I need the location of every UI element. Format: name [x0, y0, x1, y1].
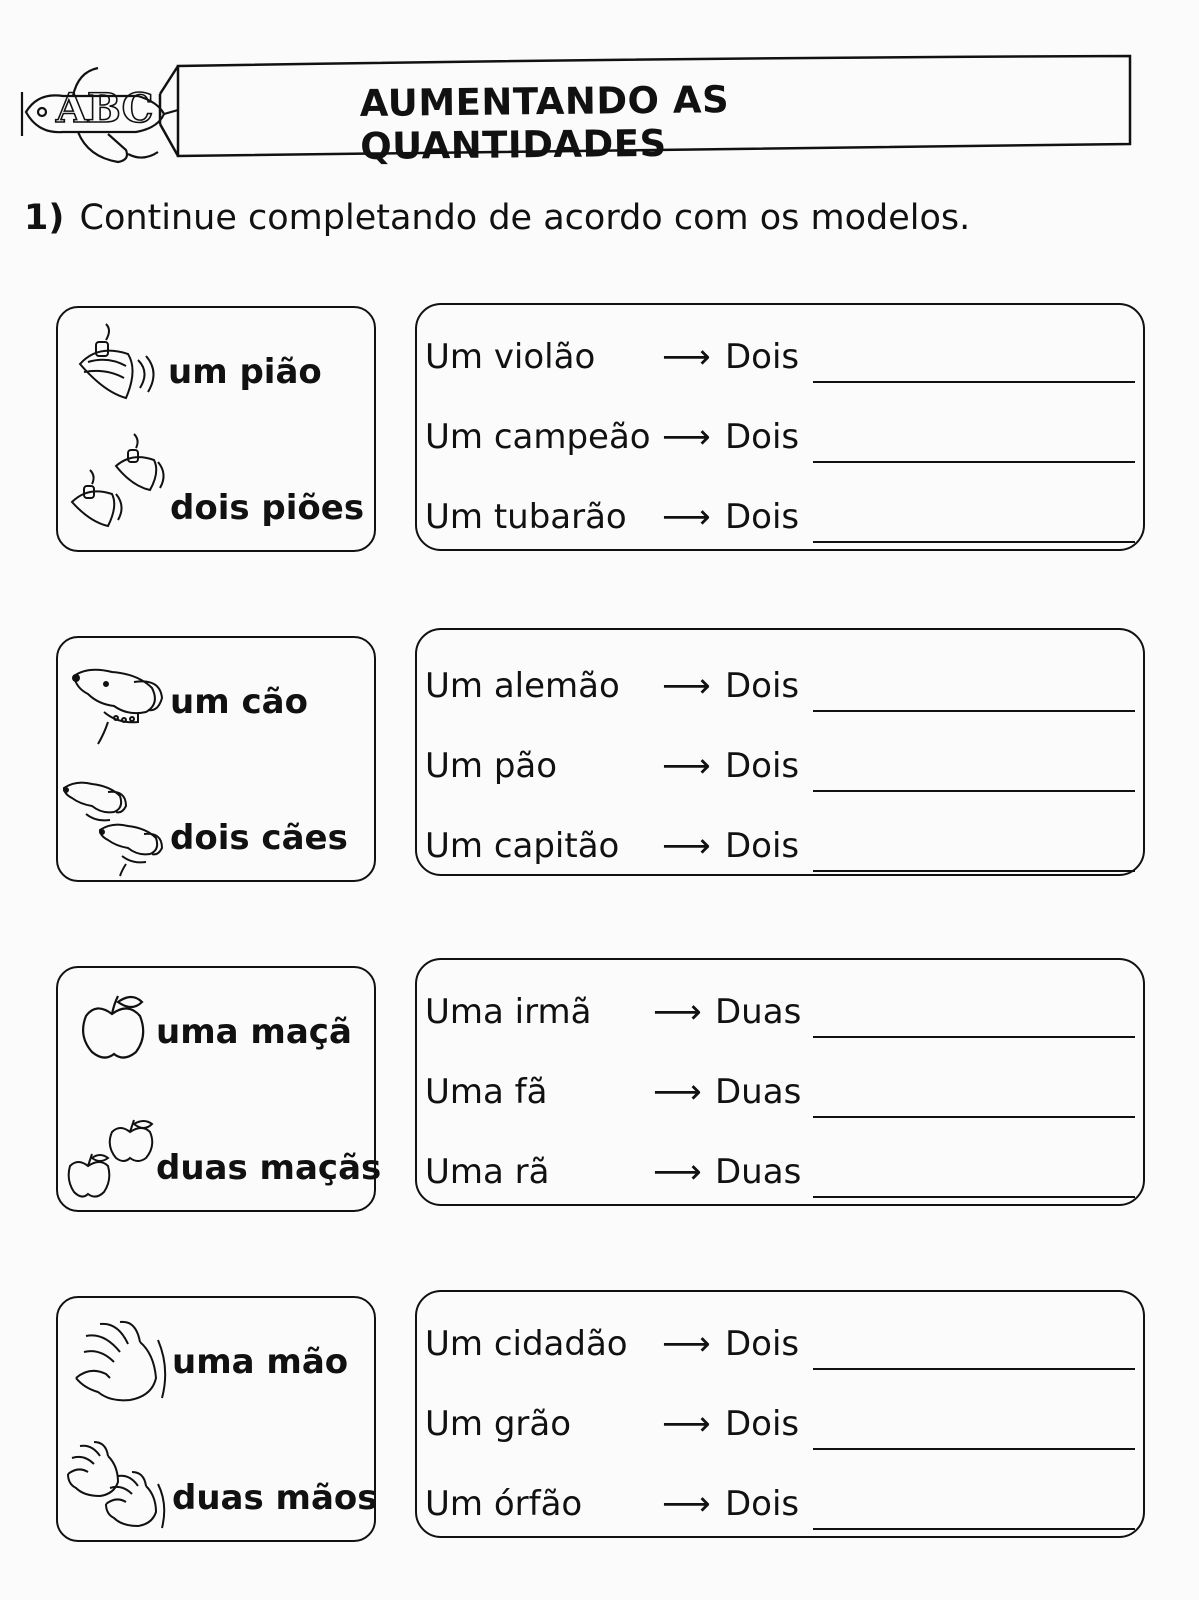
answer-blank[interactable]: [813, 381, 1135, 383]
model-box-maca: [56, 966, 382, 1212]
target-word: Dois: [725, 826, 800, 866]
answer-blank[interactable]: [813, 1448, 1135, 1450]
exercise-row: [417, 1072, 1143, 1132]
target-word: Dois: [725, 666, 800, 706]
source-word: Um cidadão: [425, 1324, 628, 1364]
model-box-piao: [56, 306, 376, 552]
dog-icon: [68, 664, 168, 746]
target-word: Duas: [715, 1152, 802, 1192]
answer-blank[interactable]: [813, 1036, 1135, 1038]
exercise-box-4: [415, 1290, 1145, 1538]
exercise-row: [417, 826, 1143, 886]
exercise-row: [417, 497, 1143, 557]
source-word: Uma irmã: [425, 992, 592, 1032]
answer-blank[interactable]: [813, 870, 1135, 872]
arrow-icon: ⟶: [662, 497, 711, 537]
exercise-box-1: [415, 303, 1145, 551]
answer-blank[interactable]: [813, 1368, 1135, 1370]
hand-icon: [70, 1318, 170, 1408]
arrow-icon: ⟶: [662, 337, 711, 377]
model-plural: dois cães: [170, 818, 348, 858]
exercise-box-3: [415, 958, 1145, 1206]
exercise-row: [417, 1324, 1143, 1384]
model-singular: um pião: [168, 352, 322, 392]
answer-blank[interactable]: [813, 710, 1135, 712]
spinning-tops-icon: [66, 432, 174, 540]
source-word: Um pão: [425, 746, 558, 786]
model-plural: duas maçãs: [156, 1148, 382, 1188]
target-word: Duas: [715, 1072, 802, 1112]
target-word: Dois: [725, 497, 800, 537]
arrow-icon: ⟶: [653, 992, 702, 1032]
model-singular: uma maçã: [156, 1012, 352, 1052]
arrow-icon: ⟶: [662, 417, 711, 457]
source-word: Um tubarão: [425, 497, 627, 537]
source-word: Um capitão: [425, 826, 620, 866]
svg-text:ABC: ABC: [56, 85, 154, 132]
model-plural: duas mãos: [172, 1478, 378, 1518]
exercise-row: [417, 746, 1143, 806]
answer-blank[interactable]: [813, 1528, 1135, 1530]
arrow-icon: ⟶: [653, 1072, 702, 1112]
answer-blank[interactable]: [813, 541, 1135, 543]
answer-blank[interactable]: [813, 790, 1135, 792]
arrow-icon: ⟶: [662, 1324, 711, 1364]
source-word: Um violão: [425, 337, 596, 377]
dogs-icon: [60, 778, 172, 878]
model-singular: um cão: [170, 682, 308, 722]
model-box-cao: [56, 636, 376, 882]
apples-icon: [66, 1118, 162, 1204]
answer-blank[interactable]: [813, 461, 1135, 463]
exercise-row: [417, 337, 1143, 397]
model-box-mao: [56, 1296, 376, 1542]
target-word: Dois: [725, 417, 800, 457]
exercise-row: [417, 666, 1143, 726]
source-word: Um campeão: [425, 417, 651, 457]
source-word: Um órfão: [425, 1484, 583, 1524]
exercise-row: [417, 992, 1143, 1052]
page-title: AUMENTANDO AS QUANTIDADES: [359, 78, 730, 168]
arrow-icon: ⟶: [662, 746, 711, 786]
target-word: Duas: [715, 992, 802, 1032]
arrow-icon: ⟶: [662, 826, 711, 866]
instruction: [24, 198, 970, 238]
hands-icon: [64, 1440, 168, 1536]
model-singular: uma mão: [172, 1342, 349, 1382]
exercise-row: [417, 1404, 1143, 1464]
instruction-text: Continue completando de acordo com os modelos.: [79, 198, 971, 238]
source-word: Um alemão: [425, 666, 620, 706]
target-word: Dois: [725, 337, 800, 377]
arrow-icon: ⟶: [662, 1484, 711, 1524]
exercise-row: [417, 417, 1143, 477]
target-word: Dois: [725, 1404, 800, 1444]
arrow-icon: ⟶: [662, 666, 711, 706]
exercise-box-2: [415, 628, 1145, 876]
exercise-row: [417, 1152, 1143, 1212]
model-plural: dois piões: [170, 488, 365, 528]
instruction-number: 1): [24, 198, 65, 238]
source-word: Uma rã: [425, 1152, 550, 1192]
target-word: Dois: [725, 1324, 800, 1364]
arrow-icon: ⟶: [653, 1152, 702, 1192]
target-word: Dois: [725, 746, 800, 786]
answer-blank[interactable]: [813, 1196, 1135, 1198]
answer-blank[interactable]: [813, 1116, 1135, 1118]
source-word: Uma fã: [425, 1072, 548, 1112]
apple-icon: [78, 992, 150, 1062]
target-word: Dois: [725, 1484, 800, 1524]
exercise-row: [417, 1484, 1143, 1544]
arrow-icon: ⟶: [662, 1404, 711, 1444]
spinning-top-icon: [68, 322, 164, 412]
source-word: Um grão: [425, 1404, 572, 1444]
